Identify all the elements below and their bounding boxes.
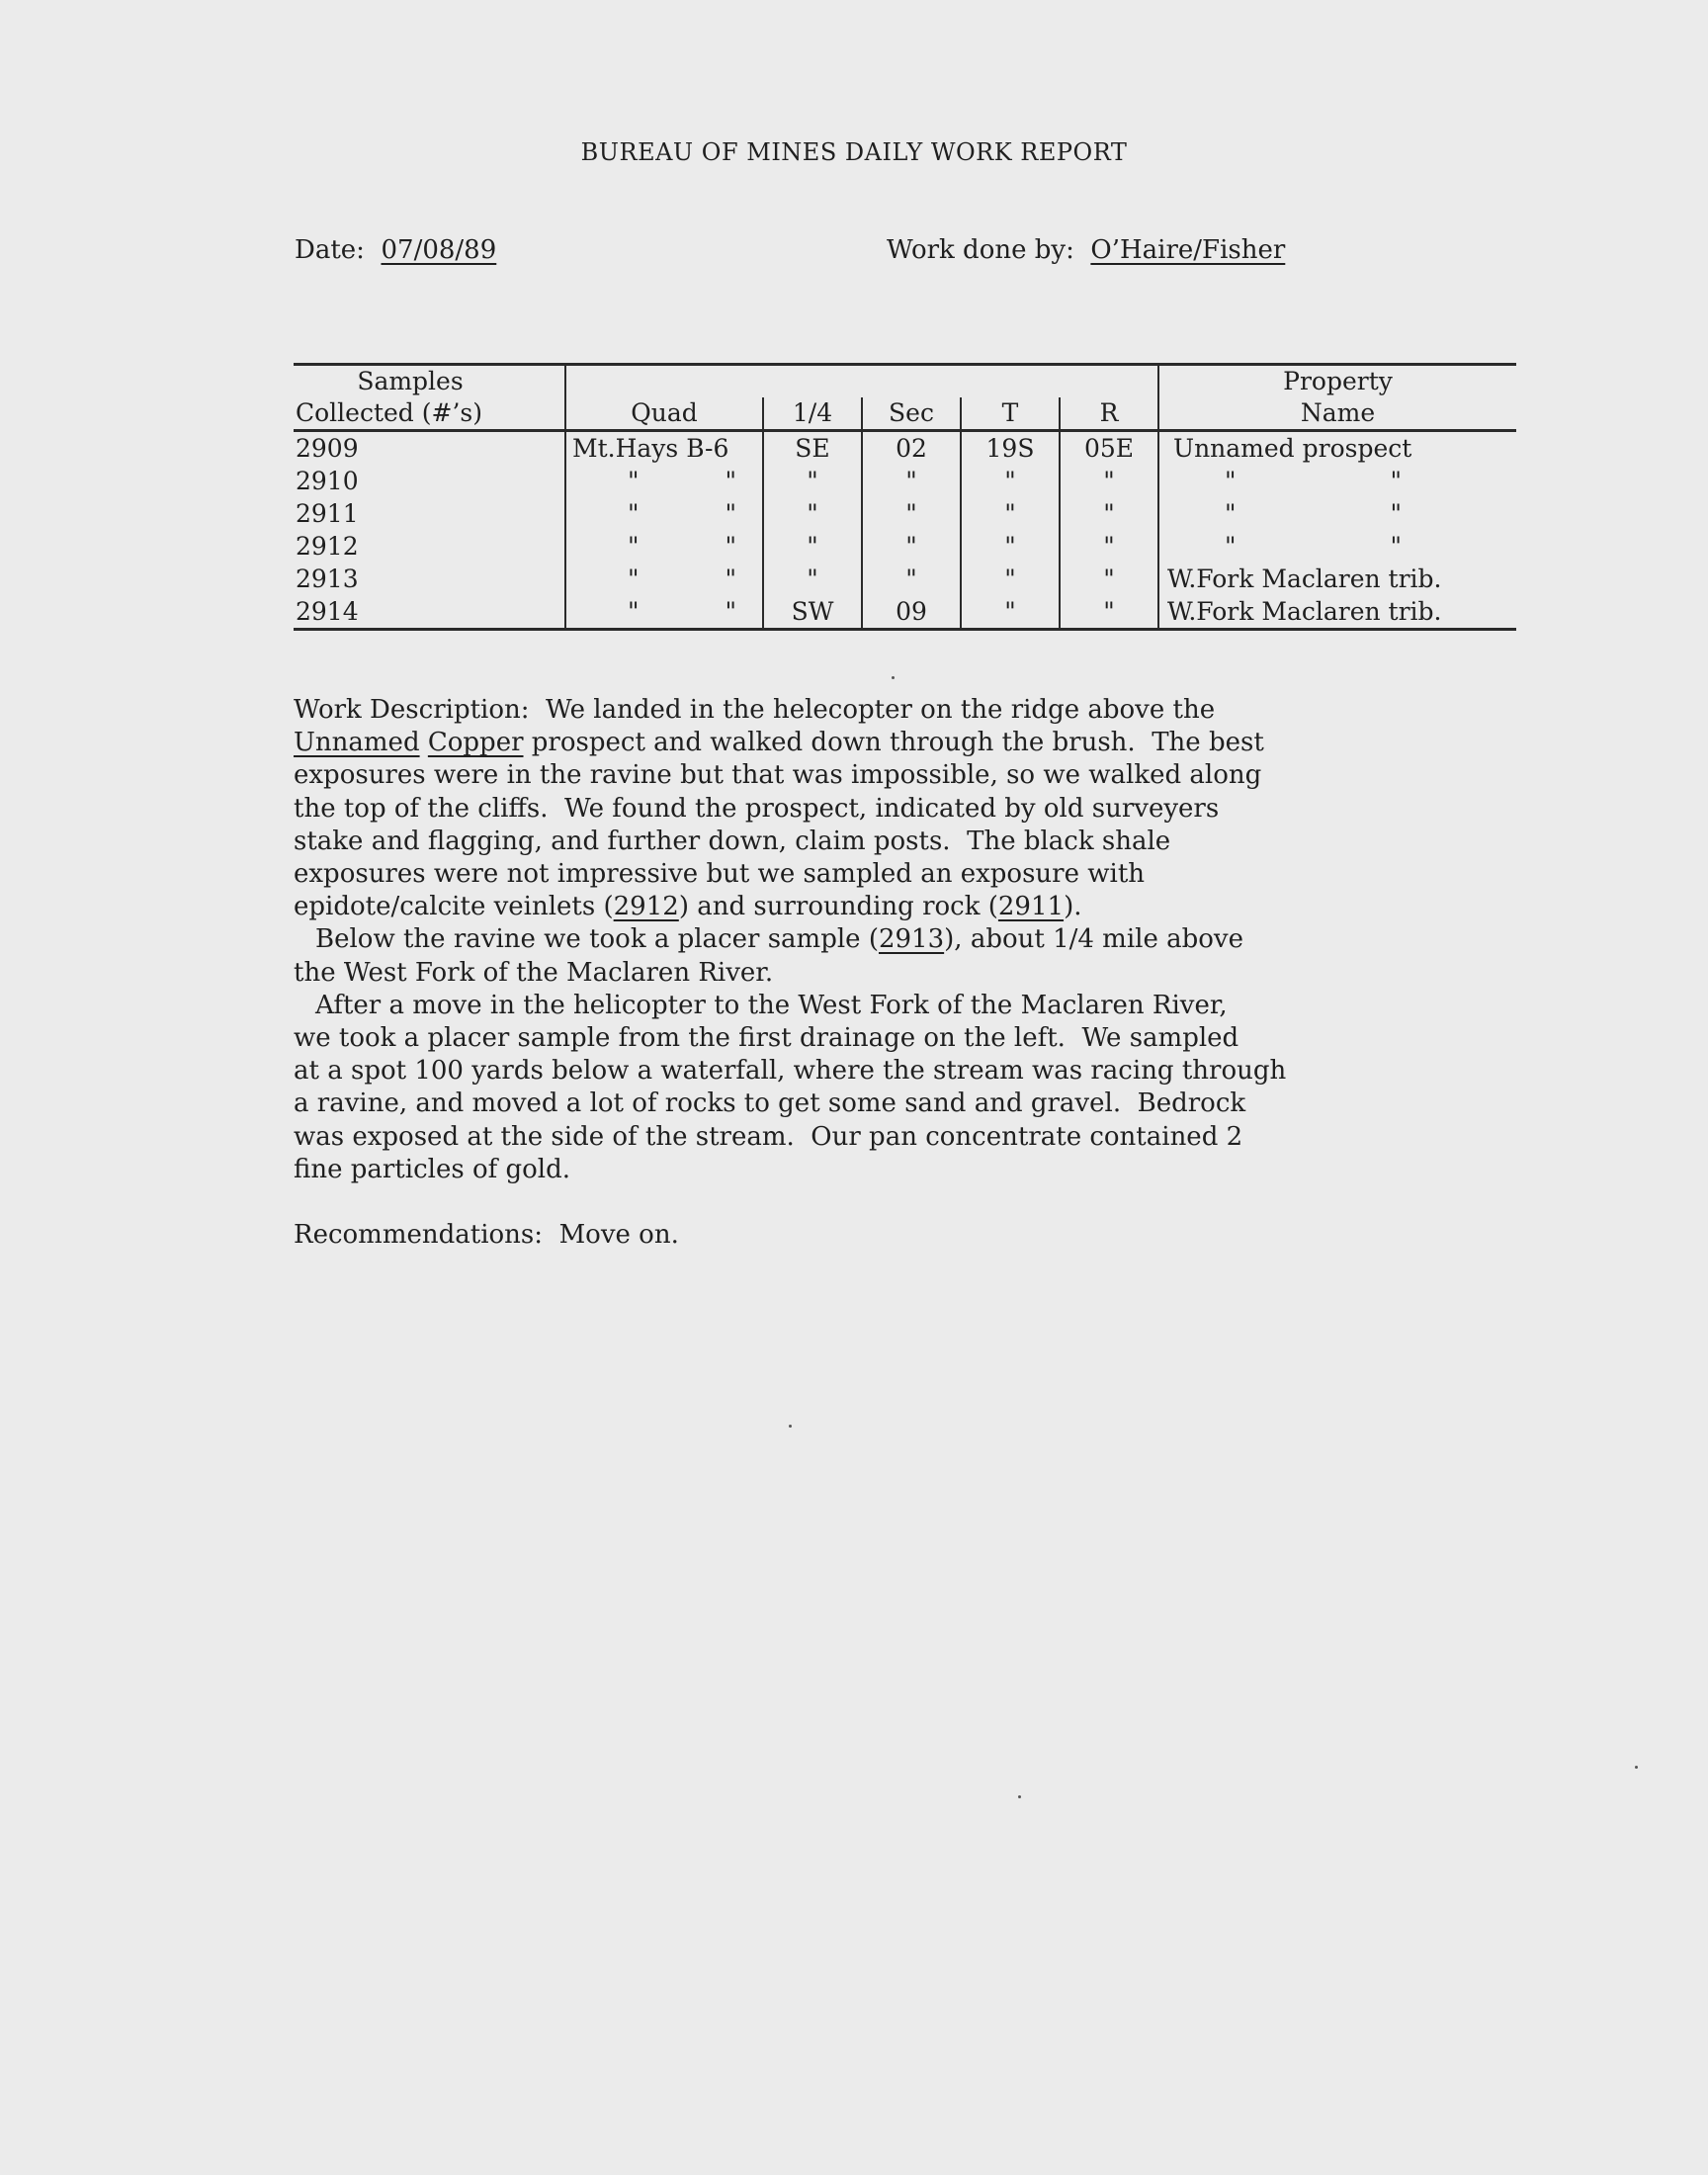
table-row [294, 530, 1516, 563]
cell-quad-ditto-b: " [725, 565, 736, 593]
cell-r: " [1060, 563, 1158, 595]
work-description [294, 694, 1529, 1186]
cell-property: Unnamed prospect [1158, 431, 1516, 466]
cell-t: " [961, 497, 1060, 530]
report-title: BUREAU OF MINES DAILY WORK REPORT [580, 138, 1128, 166]
scan-speck [892, 676, 895, 679]
cell-r: 05E [1060, 431, 1158, 466]
table-row [294, 595, 1516, 630]
scan-speck [1018, 1795, 1021, 1798]
cell-property-ditto-b: " [1390, 499, 1402, 528]
cell-sec: " [862, 497, 961, 530]
cell-sec: " [862, 563, 961, 595]
cell-quarter: SW [763, 595, 862, 630]
cell-property-ditto-a: " [1225, 467, 1237, 495]
recommendations-line [294, 1220, 679, 1250]
description-paragraph: After a move in the helicopter to the West Fork of the Maclaren River, we took a placer sample from the first drainage on the left. We sampled at a spot 100 yards below a waterfall, where the stream was racing through a ravine, and moved a lot of rocks to get some sand and gravel. Bedrock was exposed at the side of the stream. Our pan concentrate contained 2 fine particles of gold. [294, 990, 1287, 1184]
header-property-line2: Name [1158, 397, 1516, 431]
cell-quarter: " [763, 563, 862, 595]
date-line [295, 235, 496, 265]
sample-ref-2912: 2912 [613, 892, 679, 922]
header-quad: Quad [565, 397, 763, 431]
header-samples-line1: Samples [294, 365, 565, 398]
recommendations-label: Recommendations: [294, 1220, 544, 1250]
cell-property-ditto-b: " [1390, 532, 1402, 561]
description-paragraph: Work Description: We landed in the helecopter on the ridge above the Unnamed Copper prospect and walked down through the brush. The best exposures were in the ravine but that was impossible, so we walked along the top of the cliffs. We found the prospect, indicated by old surveyers stake and flagging, and further down, claim posts. The black shale exposures were not impressive but we sampled an exposure with epidote/calcite veinlets (2912) and surrounding rock (2911). [294, 695, 1264, 922]
samples-table [294, 363, 1516, 631]
cell-sec: " [862, 465, 961, 497]
table-header-row [294, 397, 1516, 431]
cell-quarter: SE [763, 431, 862, 466]
sample-ref-2913: 2913 [878, 924, 945, 955]
header-t: T [961, 397, 1060, 431]
recommendations-value: Move on. [558, 1220, 679, 1250]
cell-quad-ditto-a: " [628, 532, 640, 561]
date-value: 07/08/89 [381, 235, 497, 265]
cell-sec: 02 [862, 431, 961, 466]
table-row [294, 563, 1516, 595]
cell-property-ditto-a: " [1225, 532, 1237, 561]
scan-speck [789, 1425, 792, 1428]
table-row [294, 497, 1516, 530]
table-row [294, 431, 1516, 466]
cell-sample: 2914 [294, 595, 565, 630]
cell-property: W.Fork Maclaren trib. [1158, 595, 1516, 630]
cell-quad: Mt.Hays B-6 [565, 431, 763, 466]
cell-t: " [961, 530, 1060, 563]
header-sec: Sec [862, 397, 961, 431]
description-paragraph: Below the ravine we took a placer sample (2913), about 1/4 mile above the West Fork of the Maclaren River. [294, 924, 1243, 988]
cell-quad-ditto-b: " [725, 532, 736, 561]
header-quarter: 1/4 [763, 397, 862, 431]
cell-t: 19S [961, 431, 1060, 466]
work-done-by-line [887, 235, 1285, 265]
table-row [294, 465, 1516, 497]
header-r: R [1060, 397, 1158, 431]
cell-sample: 2911 [296, 499, 359, 528]
work-done-by-label: Work done by: [887, 235, 1074, 265]
cell-sample: 2909 [296, 434, 359, 463]
cell-quad-ditto-a: " [628, 499, 640, 528]
cell-quad-ditto-b: " [725, 597, 736, 626]
date-label: Date: [295, 235, 365, 265]
cell-quad-ditto-b: " [725, 499, 736, 528]
cell-r: " [1060, 530, 1158, 563]
cell-property-ditto-b: " [1390, 467, 1402, 495]
cell-sample: 2913 [296, 565, 359, 593]
sample-ref-2911: 2911 [997, 892, 1065, 922]
cell-quad-ditto-a: " [628, 467, 640, 495]
cell-quarter: " [763, 465, 862, 497]
cell-sec: 09 [862, 595, 961, 630]
cell-quarter: " [763, 530, 862, 563]
cell-quad-ditto-a: " [628, 565, 640, 593]
cell-t: " [961, 595, 1060, 630]
table-header-row [294, 365, 1516, 398]
cell-r: " [1060, 497, 1158, 530]
cell-property: W.Fork Maclaren trib. [1158, 563, 1516, 595]
header-samples-line2: Collected (#’s) [294, 397, 565, 431]
header-property-line1: Property [1158, 365, 1516, 398]
work-done-by-value: O’Haire/Fisher [1090, 235, 1286, 265]
cell-quarter: " [763, 497, 862, 530]
cell-sample: 2912 [296, 532, 359, 561]
cell-r: " [1060, 465, 1158, 497]
cell-sec: " [862, 530, 961, 563]
cell-sample: 2910 [296, 467, 359, 495]
cell-quad-ditto-b: " [725, 467, 736, 495]
cell-property-ditto-a: " [1225, 499, 1237, 528]
scan-speck [1635, 1766, 1638, 1769]
cell-t: " [961, 563, 1060, 595]
cell-t: " [961, 465, 1060, 497]
cell-quad-ditto-a: " [628, 597, 640, 626]
cell-r: " [1060, 595, 1158, 630]
